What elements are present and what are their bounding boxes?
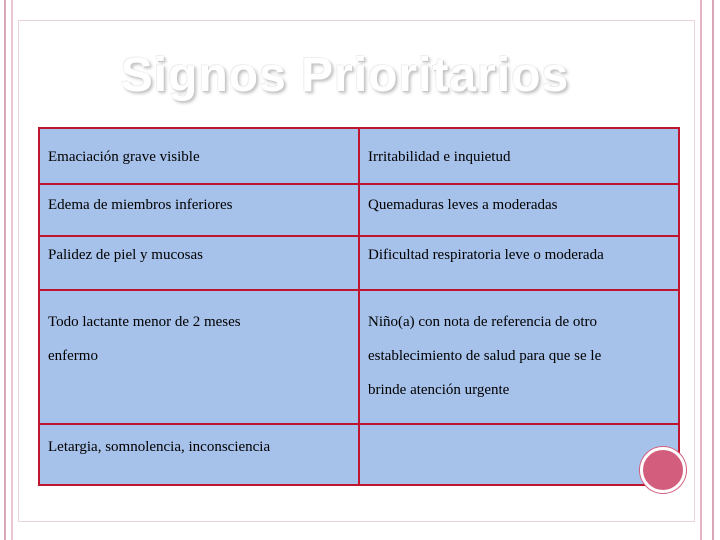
- table-cell: Palidez de piel y mucosas: [39, 236, 359, 290]
- table-cell: Edema de miembros inferiores: [39, 184, 359, 236]
- table-row: [39, 236, 679, 290]
- table-row: [39, 424, 679, 485]
- table-cell: [359, 290, 679, 424]
- table-cell: Letargia, somnolencia, inconsciencia: [39, 424, 359, 485]
- table-cell: [39, 290, 359, 424]
- cell-text-line: Niño(a) con nota de referencia de otro: [368, 314, 598, 330]
- priority-signs-table: [38, 127, 680, 486]
- cell-text-line: brinde atención urgente: [368, 382, 510, 398]
- table-row: [39, 184, 679, 236]
- table-cell: Dificultad respiratoria leve o moderada: [359, 236, 679, 290]
- right-decorative-bar: [700, 0, 714, 540]
- table-row: [39, 128, 679, 184]
- cell-text-line: establecimiento de salud para que se le: [368, 348, 602, 364]
- cell-text-line: Todo lactante menor de 2 meses: [48, 314, 241, 330]
- table-cell: Quemaduras leves a moderadas: [359, 184, 679, 236]
- cell-text-line: enfermo: [48, 348, 98, 364]
- table-row: [39, 290, 679, 424]
- slide-title: Signos Prioritarios: [120, 49, 570, 102]
- decorative-circle: [640, 447, 686, 493]
- table-cell: Irritabilidad e inquietud: [359, 128, 679, 184]
- table-cell: Emaciación grave visible: [39, 128, 359, 184]
- table-cell: [359, 424, 679, 485]
